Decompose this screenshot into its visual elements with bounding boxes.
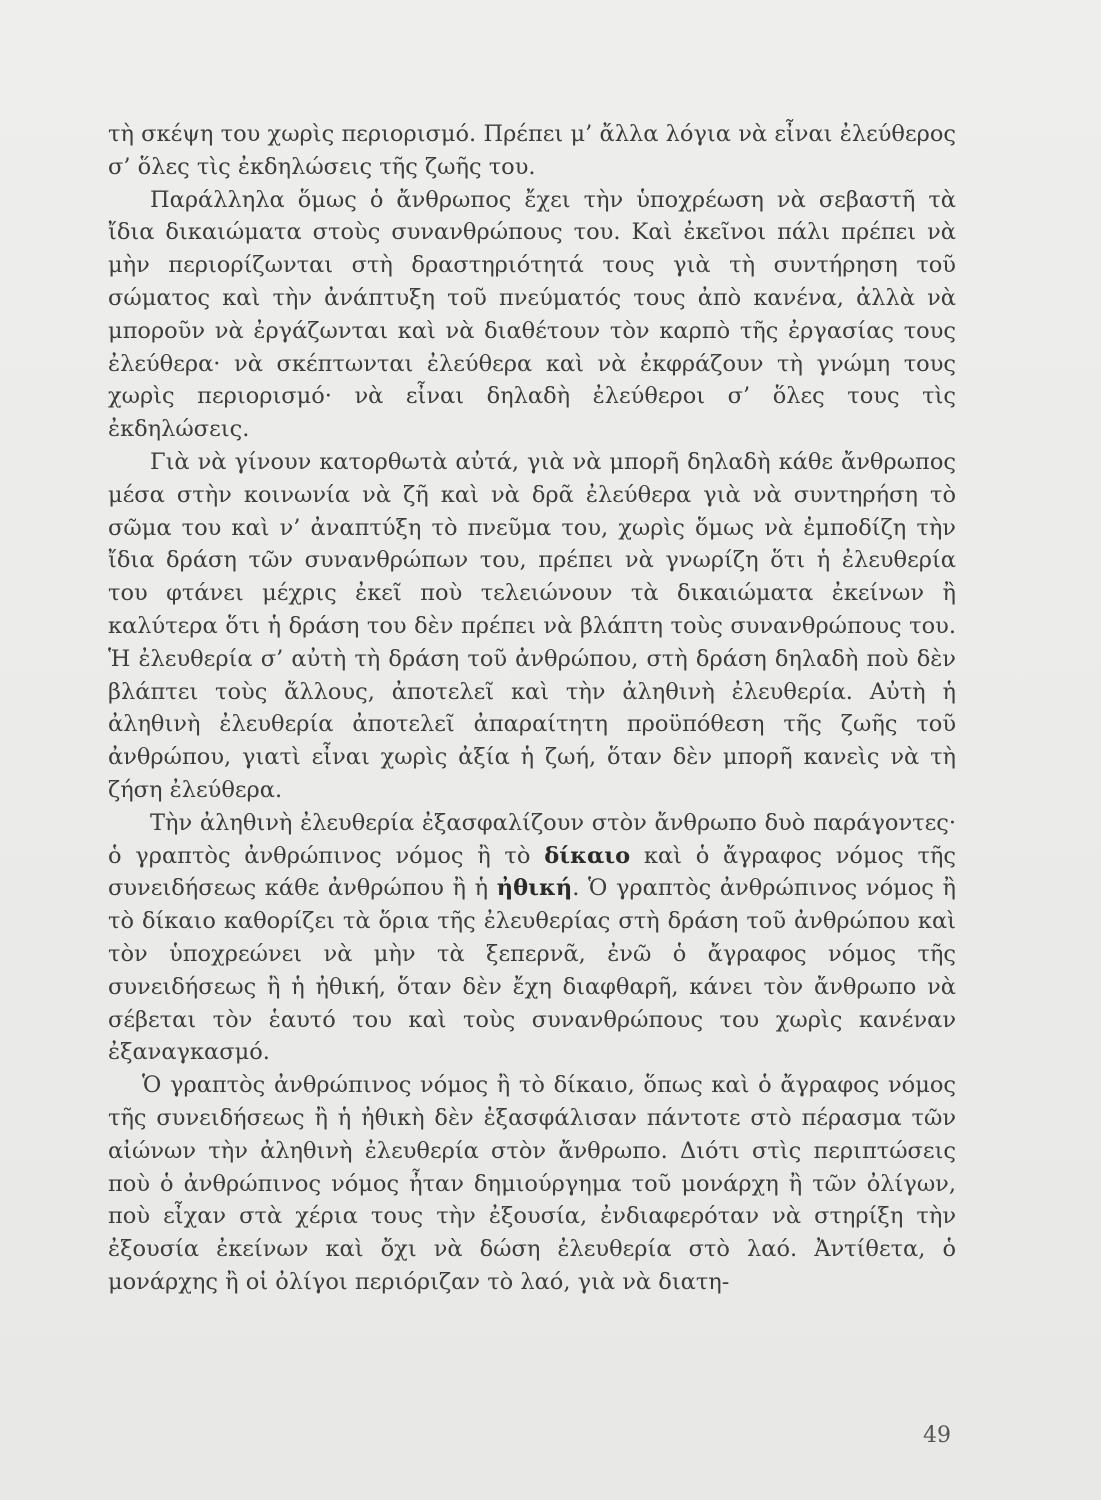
paragraph-4 [108, 807, 956, 1069]
paragraph-4-text-a: Τὴν ἀληθινὴ ἐλευθερία ἐξασφαλίζουν στὸν ἄνθρωπο δυὸ παράγοντες· ὁ γραπτὸς ἀνθρώπινος νόμος ἢ τὸ [108, 809, 956, 869]
paragraph-1 [108, 118, 956, 184]
paragraph-5-text: Ὁ γραπτὸς ἀνθρώπινος νόμος ἢ τὸ δίκαιο, ὅπως καὶ ὁ ἄγραφος νόμος τῆς συνειδήσεως ἢ ἡ ἠθικὴ δὲν ἐξασφάλισαν πάντοτε στὸ πέρασμα τῶν αἰώνων τὴν ἀληθινὴ ἐλευθερία στὸν ἄνθρωπο. Διότι στὶς περιπτώσεις ποὺ ὁ ἀνθρώπινος νόμος ἦταν δημιούργημα τοῦ μονάρχη ἢ τῶν ὀλίγων, ποὺ εἶχαν στὰ χέρια τους τὴν ἐξουσία, ἐνδιαφερόταν νὰ στηρίξη τὴν ἐξουσία ἐκείνων καὶ ὄχι νὰ δώση ἐλευθερία στὸ λαό. Ἀντίθετα, ὁ μονάρχης ἢ οἱ ὀλίγοι περιόριζαν τὸ λαό, γιὰ νὰ διατη- [108, 1072, 956, 1295]
paragraph-1-text: τὴ σκέψη του χωρὶς περιορισμό. Πρέπει μ’ ἄλλα λόγια νὰ εἶναι ἐλεύθερος σ’ ὅλες τὶς ἐκδηλώσεις τῆς ζωῆς του. [108, 121, 956, 180]
paragraph-4-text-c: . Ὁ γραπτὸς ἀνθρώπινος νόμος ἢ τὸ δίκαιο καθορίζει τὰ ὅρια τῆς ἐλευθερίας στὴ δράση τοῦ ἀνθρώπου καὶ τὸν ὑποχρεώνει νὰ μὴν τὰ ξεπερνᾶ, ἐνῶ ὁ ἄγραφος νόμος τῆς συνειδήσεως ἢ ἡ ἠθική, ὅταν δὲν ἔχη διαφθαρῆ, κάνει τὸν ἄνθρωπο νὰ σέβεται τὸν ἑαυτό του καὶ τοὺς συνανθρώπους του χωρὶς κανέναν ἐξαναγκασμό. [108, 875, 957, 1066]
term-ithiki: ἠθική [496, 875, 573, 902]
paragraph-5 [108, 1069, 956, 1299]
paragraph-2-text: Παράλληλα ὅμως ὁ ἄνθρωπος ἔχει τὴν ὑποχρέωση νὰ σεβαστῆ τὰ ἴδια δικαιώματα στοὺς συνανθρώπους του. Καὶ ἐκεῖνοι πάλι πρέπει νὰ μὴν περιορίζωνται στὴ δραστηριότητά τους γιὰ τὴ συντήρηση τοῦ σώματος καὶ τὴν ἀνάπτυξη τοῦ πνεύματός τους ἀπὸ κανένα, ἀλλὰ νὰ μποροῦν νὰ ἐργάζωνται καὶ νὰ διαθέτουν τὸν καρπὸ τῆς ἐργασίας τους ἐλεύθερα· νὰ σκέπτωνται ἐλεύθερα καὶ νὰ ἐκφράζουν τὴ γνώμη τους χωρὶς περιορισμό· νὰ εἶναι δηλαδὴ ἐλεύθεροι σ’ ὅλες τους τὶς ἐκδηλώσεις. [108, 186, 956, 443]
paragraph-2 [108, 184, 956, 446]
paragraph-3-text: Γιὰ νὰ γίνουν κατορθωτὰ αὐτά, γιὰ νὰ μπορῆ δηλαδὴ κάθε ἄνθρωπος μέσα στὴν κοινωνία νὰ ζῆ καὶ νὰ δρᾶ ἐλεύθερα γιὰ νὰ συντηρήση τὸ σῶμα του καὶ ν’ ἀναπτύξη τὸ πνεῦμα του, χωρὶς ὅμως νὰ ἐμποδίζη τὴν ἴδια δράση τῶν συνανθρώπων του, πρέπει νὰ γνωρίζη ὅτι ἡ ἐλευθερία του φτάνει μέχρις ἐκεῖ ποὺ τελειώνουν τὰ δικαιώματα ἐκείνων ἢ καλύτερα ὅτι ἡ δράση του δὲν πρέπει νὰ βλάπτη τοὺς συνανθρώπους του. Ἡ ἐλευθερία σ’ αὐτὴ τὴ δράση τοῦ ἀνθρώπου, στὴ δράση δηλαδὴ ποὺ δὲν βλάπτει τοὺς ἄλλους, ἀποτελεῖ καὶ τὴν ἀληθινὴ ἐλευθερία. Αὐτὴ ἡ ἀληθινὴ ἐλευθερία ἀποτελεῖ ἀπαραίτητη προϋπόθεση τῆς ζωῆς τοῦ ἀνθρώπου, γιατὶ εἶναι χωρὶς ἀξία ἡ ζωή, ὅταν δὲν μπορῆ κανεὶς νὰ τὴ ζήση ἐλεύθερα. [108, 448, 956, 803]
paragraph-4-text-b: καὶ ὁ ἄγραφος νόμος τῆς συνειδήσεως κάθε ἀνθρώπου ἢ ἡ [108, 842, 957, 902]
page-body-text [108, 118, 956, 1299]
paragraph-3 [108, 446, 956, 807]
term-dikaio: δίκαιο [544, 842, 631, 869]
page-number: 49 [923, 1423, 951, 1448]
